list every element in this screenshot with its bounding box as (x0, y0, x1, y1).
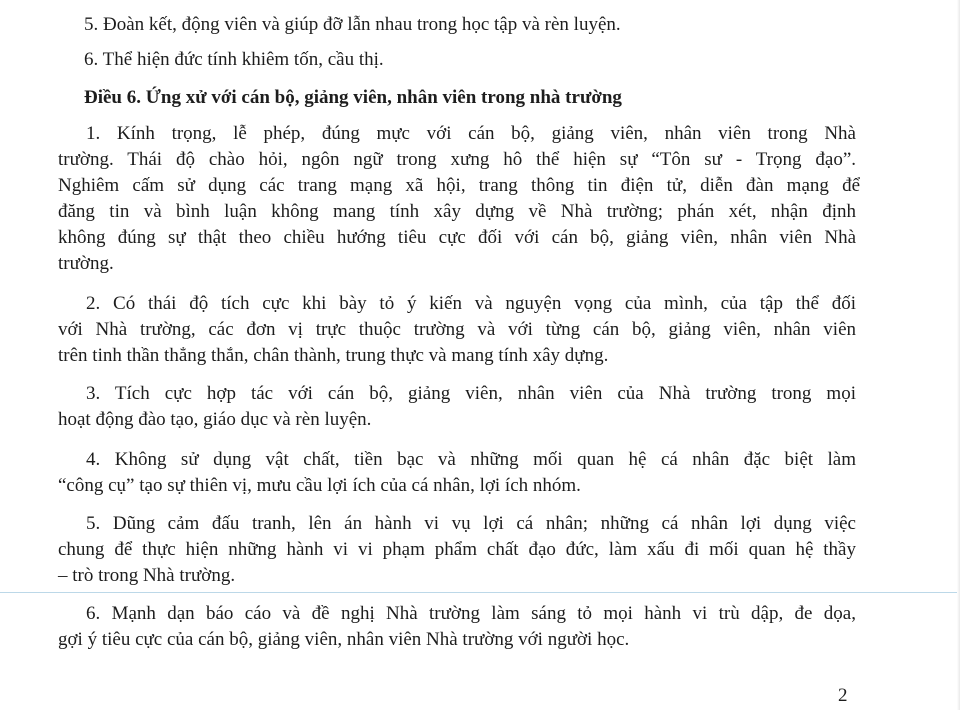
paragraph-4-line-2: “công cụ” tạo sự thiên vị, mưu cầu lợi ích của cá nhân, lợi ích nhóm. (58, 475, 581, 496)
paragraph-6-line-2: gợi ý tiêu cực của cán bộ, giảng viên, nhân viên Nhà trường với người học. (58, 629, 630, 650)
paragraph-1-line-6: trường. (58, 253, 114, 274)
prior-item-5: 5. Đoàn kết, động viên và giúp đỡ lẫn nhau trong học tập và rèn luyện. (84, 14, 621, 35)
paragraph-1-line-4: đăng tin và bình luận không mang tính xây dựng về Nhà trường; phán xét, nhận định (58, 201, 856, 222)
paragraph-6-line-1: 6. Mạnh dạn báo cáo và đề nghị Nhà trường làm sáng tỏ mọi hành vi trù dập, đe dọa, (86, 603, 856, 624)
paragraph-2-line-1: 2. Có thái độ tích cực khi bày tỏ ý kiến và nguyện vọng của mình, của tập thể đối (86, 293, 856, 314)
page-number: 2 (838, 685, 848, 706)
paragraph-5-line-3: – trò trong Nhà trường. (58, 565, 236, 586)
scan-divider-line (0, 592, 960, 593)
paragraph-1-line-3: Nghiêm cấm sử dụng các trang mạng xã hội, trang thông tin điện tử, diễn đàn mạng để (58, 175, 860, 196)
article-heading: Điều 6. Ứng xử với cán bộ, giảng viên, nhân viên trong nhà trường (84, 87, 622, 108)
paragraph-2-line-2: với Nhà trường, các đơn vị trực thuộc trường và với từng cán bộ, giảng viên, nhân viên (58, 319, 856, 340)
paragraph-3-line-1: 3. Tích cực hợp tác với cán bộ, giảng viên, nhân viên của Nhà trường trong mọi (86, 383, 856, 404)
paragraph-1-line-2: trường. Thái độ chào hỏi, ngôn ngữ trong xưng hô thể hiện sự “Tôn sư - Trọng đạo”. (58, 149, 856, 170)
prior-item-6: 6. Thể hiện đức tính khiêm tốn, cầu thị. (84, 49, 384, 70)
paragraph-3-line-2: hoạt động đào tạo, giáo dục và rèn luyện. (58, 409, 372, 430)
paragraph-4-line-1: 4. Không sử dụng vật chất, tiền bạc và những mối quan hệ cá nhân đặc biệt làm (86, 449, 856, 470)
paragraph-2-line-3: trên tinh thần thẳng thắn, chân thành, trung thực và mang tính xây dựng. (58, 345, 609, 366)
paragraph-5-line-1: 5. Dũng cảm đấu tranh, lên án hành vi vụ lợi cá nhân; những cá nhân lợi dụng việc (86, 513, 856, 534)
paragraph-1-line-1: 1. Kính trọng, lễ phép, đúng mực với cán bộ, giảng viên, nhân viên trong Nhà (86, 123, 856, 144)
paragraph-1-line-5: không đúng sự thật theo chiều hướng tiêu cực đối với cán bộ, giảng viên, nhân viên Nhà (58, 227, 856, 248)
paragraph-5-line-2: chung để thực hiện những hành vi vi phạm phẩm chất đạo đức, làm xấu đi mối quan hệ thầy (58, 539, 856, 560)
